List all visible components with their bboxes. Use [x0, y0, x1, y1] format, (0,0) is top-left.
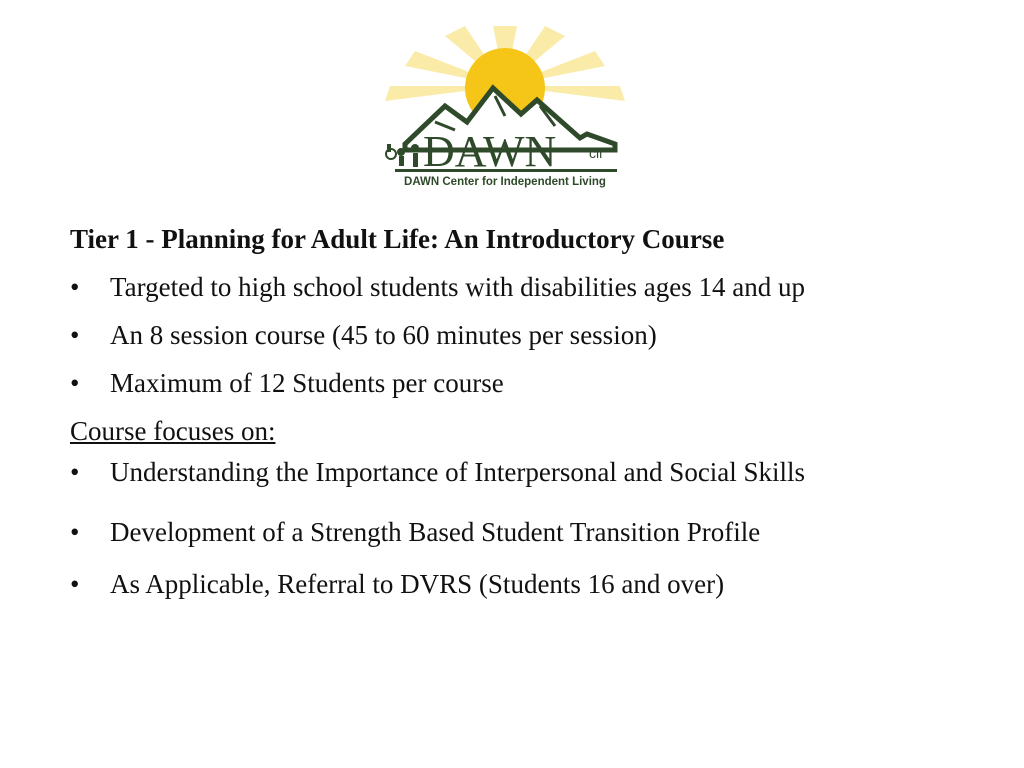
list-item: • An 8 session course (45 to 60 minutes per session)	[70, 318, 970, 352]
list-item: • As Applicable, Referral to DVRS (Students 16 and over)	[70, 564, 970, 604]
course-details-list	[70, 270, 970, 400]
slide-content	[70, 222, 970, 616]
focus-list	[70, 452, 970, 604]
list-item: • Understanding the Importance of Interpersonal and Social Skills	[70, 452, 910, 492]
logo-suffix: cil	[589, 145, 603, 161]
list-item: • Targeted to high school students with disabilities ages 14 and up	[70, 270, 970, 304]
list-item: • Development of a Strength Based Student Transition Profile	[70, 512, 970, 552]
focus-label: Course focuses on:	[70, 416, 276, 446]
logo-wordmark: DAWN	[423, 127, 557, 176]
sun-mountain-logo-graphic	[375, 26, 635, 192]
dawn-logo	[375, 26, 635, 192]
list-item: • Maximum of 12 Students per course	[70, 366, 970, 400]
slide-heading: Tier 1 - Planning for Adult Life: An Introductory Course	[70, 224, 725, 254]
logo-tagline: DAWN Center for Independent Living	[404, 176, 606, 188]
